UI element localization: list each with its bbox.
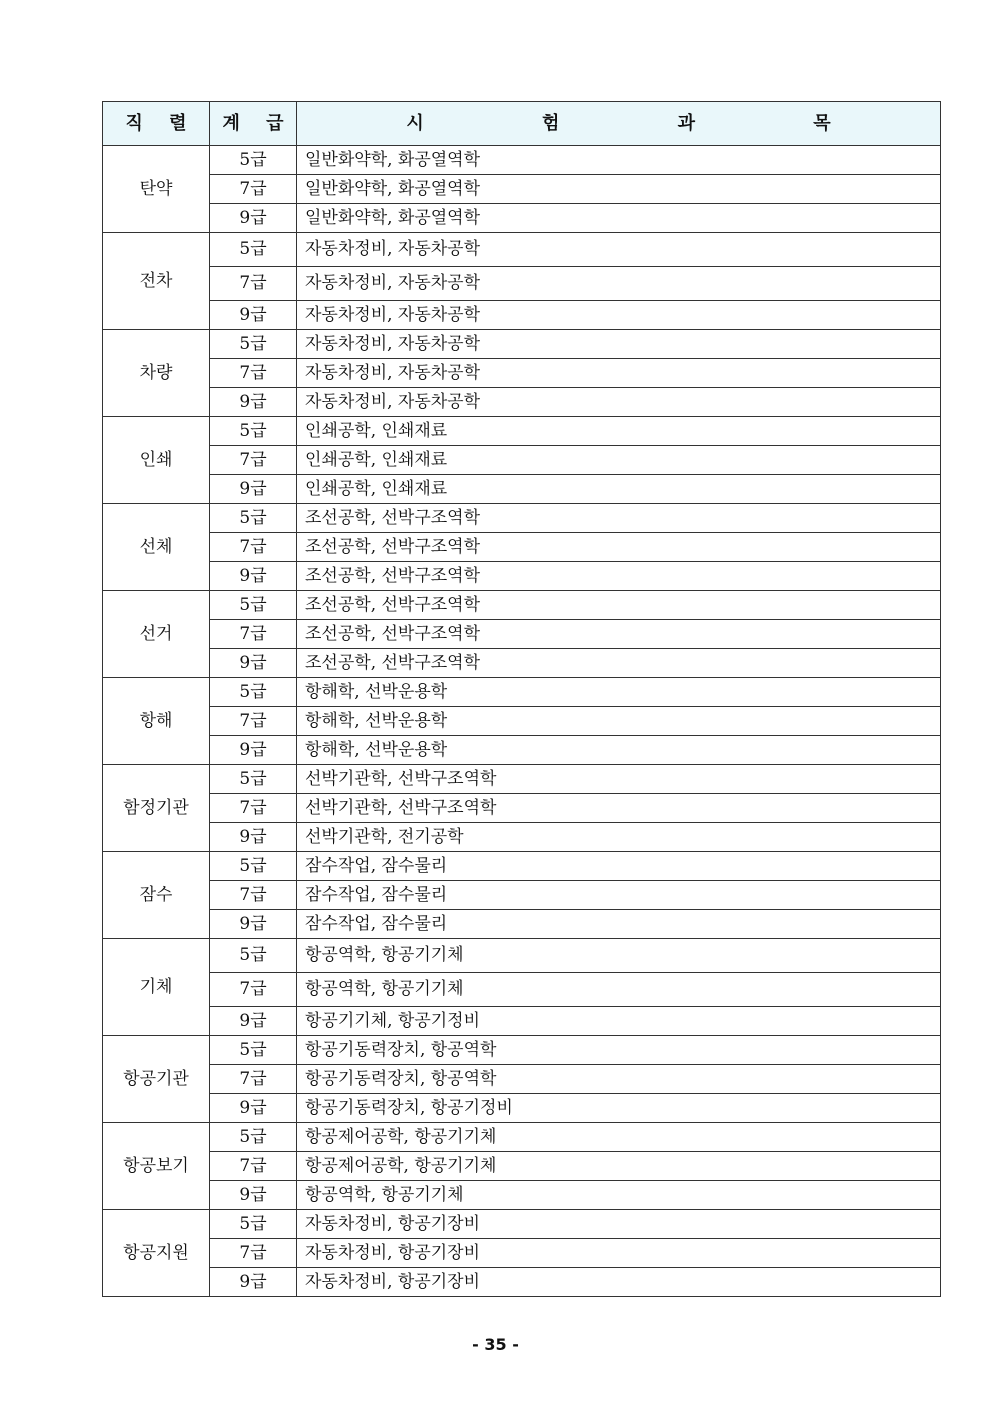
subjects-cell: 항해학, 선박운용학 [297,736,941,765]
table-row [103,233,941,267]
table-row [103,1065,941,1094]
subjects-cell: 조선공학, 선박구조역학 [297,649,941,678]
table-row [103,301,941,330]
grade-cell: 9급 [210,910,297,939]
grade-cell: 9급 [210,388,297,417]
subjects-cell: 조선공학, 선박구조역학 [297,533,941,562]
subjects-cell: 자동차정비, 자동차공학 [297,301,941,330]
subjects-cell: 잠수작업, 잠수물리 [297,910,941,939]
grade-cell: 9급 [210,649,297,678]
grade-cell: 5급 [210,1210,297,1239]
table-row [103,330,941,359]
series-cell: 선거 [103,591,210,678]
grade-cell: 5급 [210,591,297,620]
grade-cell: 5급 [210,417,297,446]
grade-cell: 5급 [210,330,297,359]
grade-cell: 9급 [210,1181,297,1210]
subjects-cell: 일반화약학, 화공열역학 [297,146,941,175]
grade-cell: 7급 [210,446,297,475]
table-row [103,533,941,562]
table-row [103,1036,941,1065]
grade-cell: 7급 [210,1065,297,1094]
table-row [103,146,941,175]
subjects-cell: 조선공학, 선박구조역학 [297,591,941,620]
table-row [103,1123,941,1152]
grade-cell: 5급 [210,939,297,973]
subjects-cell: 항공기기체, 항공기정비 [297,1007,941,1036]
table-row [103,881,941,910]
grade-cell: 7급 [210,620,297,649]
subjects-cell: 선박기관학, 선박구조역학 [297,794,941,823]
table-row [103,1239,941,1268]
subjects-cell: 자동차정비, 자동차공학 [297,388,941,417]
table-row [103,267,941,301]
table-row [103,591,941,620]
series-cell: 항공보기 [103,1123,210,1210]
subjects-cell: 잠수작업, 잠수물리 [297,881,941,910]
table-row [103,707,941,736]
table-row [103,1152,941,1181]
grade-cell: 5급 [210,504,297,533]
subjects-cell: 항공역학, 항공기기체 [297,973,941,1007]
grade-cell: 5급 [210,233,297,267]
grade-cell: 5급 [210,146,297,175]
table-row [103,939,941,973]
table-row [103,1094,941,1123]
grade-cell: 7급 [210,794,297,823]
grade-cell: 5급 [210,852,297,881]
subjects-cell: 항공역학, 항공기기체 [297,939,941,973]
table-row [103,649,941,678]
table-row [103,446,941,475]
table-row [103,359,941,388]
grade-cell: 5급 [210,1036,297,1065]
series-cell: 기체 [103,939,210,1036]
header-grade: 계 급 [210,102,297,146]
table-row [103,562,941,591]
grade-cell: 7급 [210,1239,297,1268]
table-row [103,910,941,939]
subjects-cell: 인쇄공학, 인쇄재료 [297,475,941,504]
series-cell: 탄약 [103,146,210,233]
table-row [103,417,941,446]
table-row [103,678,941,707]
table-row [103,823,941,852]
table-row [103,388,941,417]
grade-cell: 7급 [210,1152,297,1181]
series-cell: 잠수 [103,852,210,939]
grade-cell: 7급 [210,973,297,1007]
header-series: 직 렬 [103,102,210,146]
subjects-cell: 자동차정비, 자동차공학 [297,267,941,301]
grade-cell: 7급 [210,267,297,301]
header-subjects: 시 험 과 목 [297,102,941,146]
grade-cell: 7급 [210,359,297,388]
table-header-row [103,102,941,146]
series-cell: 함정기관 [103,765,210,852]
subjects-cell: 자동차정비, 항공기장비 [297,1268,941,1297]
table-row [103,852,941,881]
subjects-cell: 조선공학, 선박구조역학 [297,562,941,591]
subjects-cell: 항해학, 선박운용학 [297,707,941,736]
subjects-cell: 항공제어공학, 항공기기체 [297,1152,941,1181]
table-row [103,736,941,765]
table-row [103,794,941,823]
grade-cell: 9급 [210,1268,297,1297]
table-row [103,475,941,504]
subjects-cell: 인쇄공학, 인쇄재료 [297,417,941,446]
table-row [103,1007,941,1036]
subjects-cell: 인쇄공학, 인쇄재료 [297,446,941,475]
subjects-cell: 자동차정비, 자동차공학 [297,233,941,267]
subjects-cell: 조선공학, 선박구조역학 [297,620,941,649]
subjects-cell: 선박기관학, 선박구조역학 [297,765,941,794]
table-body [103,146,941,1297]
exam-subjects-table [102,101,941,1297]
subjects-cell: 항공기동력장치, 항공역학 [297,1036,941,1065]
table-row [103,973,941,1007]
grade-cell: 9급 [210,1094,297,1123]
table-row [103,620,941,649]
series-cell: 차량 [103,330,210,417]
table-row [103,1181,941,1210]
grade-cell: 7급 [210,533,297,562]
grade-cell: 9급 [210,823,297,852]
subjects-cell: 선박기관학, 전기공학 [297,823,941,852]
grade-cell: 9급 [210,301,297,330]
grade-cell: 9급 [210,1007,297,1036]
grade-cell: 5급 [210,1123,297,1152]
grade-cell: 5급 [210,678,297,707]
grade-cell: 9급 [210,562,297,591]
subjects-cell: 자동차정비, 항공기장비 [297,1239,941,1268]
grade-cell: 7급 [210,175,297,204]
subjects-cell: 잠수작업, 잠수물리 [297,852,941,881]
subjects-cell: 일반화약학, 화공열역학 [297,175,941,204]
subjects-cell: 자동차정비, 자동차공학 [297,330,941,359]
table-row [103,204,941,233]
subjects-cell: 항공기동력장치, 항공역학 [297,1065,941,1094]
subjects-cell: 항공역학, 항공기기체 [297,1181,941,1210]
table-row [103,175,941,204]
subjects-cell: 조선공학, 선박구조역학 [297,504,941,533]
subjects-cell: 항공기동력장치, 항공기정비 [297,1094,941,1123]
subjects-cell: 자동차정비, 자동차공학 [297,359,941,388]
subjects-cell: 자동차정비, 항공기장비 [297,1210,941,1239]
grade-cell: 9급 [210,204,297,233]
table-row [103,765,941,794]
series-cell: 항공지원 [103,1210,210,1297]
page-number: - 35 - [472,1335,519,1354]
grade-cell: 5급 [210,765,297,794]
series-cell: 인쇄 [103,417,210,504]
series-cell: 전차 [103,233,210,330]
series-cell: 항공기관 [103,1036,210,1123]
table-row [103,1268,941,1297]
grade-cell: 9급 [210,475,297,504]
subjects-cell: 항해학, 선박운용학 [297,678,941,707]
series-cell: 선체 [103,504,210,591]
grade-cell: 9급 [210,736,297,765]
subjects-cell: 일반화약학, 화공열역학 [297,204,941,233]
table-row [103,504,941,533]
table-row [103,1210,941,1239]
subjects-cell: 항공제어공학, 항공기기체 [297,1123,941,1152]
grade-cell: 7급 [210,881,297,910]
grade-cell: 7급 [210,707,297,736]
series-cell: 항해 [103,678,210,765]
